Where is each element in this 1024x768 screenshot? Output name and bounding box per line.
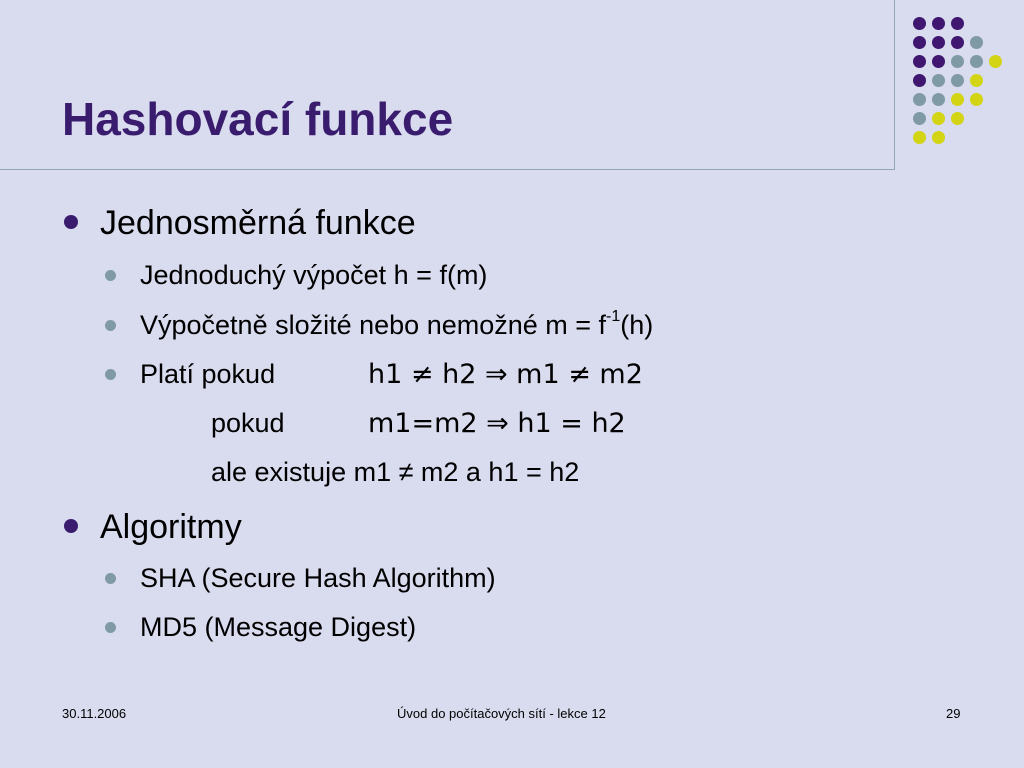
decorative-dot — [970, 93, 983, 106]
decorative-dot — [913, 112, 926, 125]
bullet-algorithms — [100, 508, 242, 547]
decorative-dot — [932, 131, 945, 144]
decorative-dot — [970, 36, 983, 49]
footer-date: 30.11.2006 — [62, 706, 127, 721]
sub-bullet-text: Jednoduchý výpočet h = f(m) — [140, 260, 488, 290]
condition-expression: h1 ≠ h2 ⇒ m1 ≠ m2 — [368, 359, 643, 390]
slide-title: Hashovací funkce — [62, 93, 454, 145]
decorative-dot — [951, 74, 964, 87]
bullet-one-way-function — [100, 204, 416, 243]
decorative-dot — [951, 17, 964, 30]
sub-bullet-marker — [105, 270, 116, 281]
continuation-expression: m1=m2 ⇒ h1 = h2 — [368, 408, 626, 439]
decorative-dot — [913, 17, 926, 30]
footer-title: Úvod do počítačových sítí - lekce 12 — [397, 706, 606, 721]
sub-bullet-hard-inverse — [140, 310, 653, 341]
sub-bullet-marker — [105, 622, 116, 633]
decorative-dot — [970, 55, 983, 68]
sub-bullet-text: Výpočetně složité nebo nemožné m = f — [140, 310, 607, 340]
decorative-dot — [932, 55, 945, 68]
decorative-dot — [951, 36, 964, 49]
sub-bullet-marker — [105, 573, 116, 584]
sub-bullet-text: MD5 (Message Digest) — [140, 612, 417, 642]
decorative-dot — [932, 74, 945, 87]
sub-bullet-marker — [105, 369, 116, 380]
decorative-dot — [932, 112, 945, 125]
decorative-dot — [913, 131, 926, 144]
sub-bullet-simple-computation — [140, 260, 487, 291]
decorative-dot — [932, 93, 945, 106]
decorative-dot — [913, 36, 926, 49]
sub-bullet-marker — [105, 320, 116, 331]
bullet-text: Algoritmy — [100, 508, 242, 546]
footer-page-number: 29 — [946, 706, 961, 721]
bullet-text: Jednosměrná funkce — [100, 204, 416, 242]
sub-bullet-md5 — [140, 612, 416, 643]
decorative-dot — [989, 55, 1002, 68]
decorative-dot — [951, 112, 964, 125]
decorative-dot — [951, 55, 964, 68]
sub-bullet-text: SHA (Secure Hash Algorithm) — [140, 563, 496, 593]
sub-bullet-sha — [140, 563, 496, 594]
sub-bullet-text-end: (h) — [620, 310, 654, 340]
superscript: -1 — [606, 308, 621, 325]
decorative-dot — [970, 74, 983, 87]
decorative-dot — [913, 55, 926, 68]
continuation-label: pokud — [211, 408, 285, 438]
condition-label: Platí pokud — [140, 359, 276, 389]
continuation-collision: ale existuje m1 ≠ m2 a h1 = h2 — [211, 457, 580, 487]
decorative-dot — [913, 93, 926, 106]
decorative-dot — [951, 93, 964, 106]
decorative-dot — [913, 74, 926, 87]
bullet-marker — [64, 519, 78, 533]
decorative-dot — [932, 36, 945, 49]
sub-bullet-holds-if — [140, 359, 275, 390]
decorative-dot — [932, 17, 945, 30]
bullet-marker — [64, 215, 78, 229]
